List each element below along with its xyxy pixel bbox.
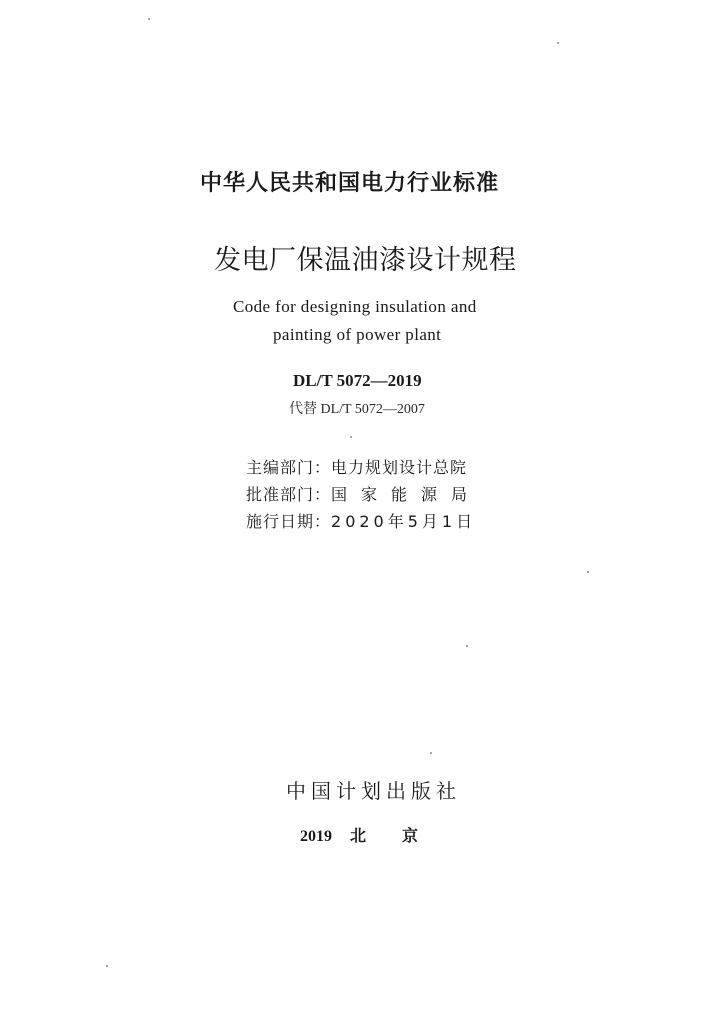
standard-category-label: 中华人民共和国电力行业标准 [200, 171, 500, 196]
scan-speck [466, 645, 468, 647]
scan-speck [587, 571, 589, 573]
publication-place [300, 823, 454, 846]
publisher-name: 中国计划出版社 [286, 779, 461, 803]
editor-department-row [246, 455, 467, 478]
editor-department-value: 电力规划设计总院 [331, 458, 468, 477]
scan-speck [106, 965, 108, 967]
scan-speck [430, 752, 432, 754]
scan-speck [557, 42, 559, 44]
editor-department-label: 主编部门： [246, 458, 332, 477]
approver-department-row [246, 482, 481, 505]
effective-date-label: 施行日期： [246, 512, 332, 531]
effective-date-value: 2020年5月1日 [331, 512, 477, 531]
approver-department-value: 国家能源局 [331, 485, 482, 504]
english-title-line-2: painting of power plant [273, 325, 442, 344]
approver-department-label: 批准部门： [246, 485, 332, 504]
scan-speck [148, 18, 150, 20]
scan-speck [350, 436, 352, 438]
replaces-standard: 代替 DL/T 5072—2007 [289, 402, 425, 417]
publication-year: 2019 [300, 828, 332, 845]
standard-number: DL/T 5072—2019 [293, 371, 422, 390]
chinese-title: 发电厂保温油漆设计规程 [214, 245, 517, 276]
effective-date-row [246, 509, 476, 532]
english-title-line-1: Code for designing insulation and [233, 297, 477, 316]
publication-city: 北京 [350, 828, 455, 845]
